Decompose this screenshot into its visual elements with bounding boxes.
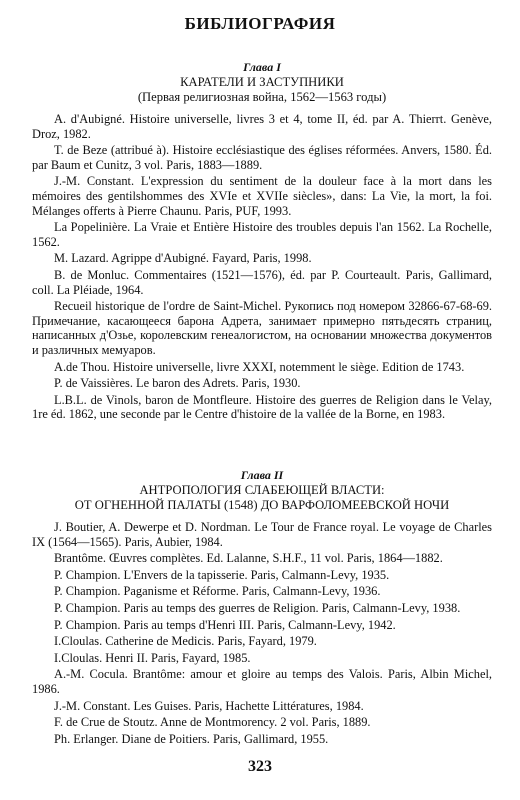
bibliography-entry: I.Cloulas. Catherine de Medicis. Paris, Fayard, 1979. <box>54 634 317 649</box>
chapter-1-subtitle: (Первая религиозная война, 1562—1563 годы) <box>137 90 387 104</box>
bibliography-entry: J. Boutier, A. Dewerpe et D. Nordman. Le Tour de France royal. Le voyage de Charles IX (1564—1565). Paris, Aubier, 1984. <box>32 520 492 549</box>
chapter-1-title: КАРАТЕЛИ И ЗАСТУПНИКИ <box>180 75 344 89</box>
bibliography-entry: A.-M. Cocula. Brantôme: amour et gloire au temps des Valois. Paris, Albin Michel, 1986. <box>32 667 492 696</box>
bibliography-entry: Ph. Erlanger. Diane de Poitiers. Paris, Gallimard, 1955. <box>54 731 329 746</box>
page-title: БИБЛИОГРАФИЯ <box>184 14 336 33</box>
chapter-1-label: Глава I <box>243 60 281 74</box>
bibliography-entry: B. de Monluc. Commentaires (1521—1576), éd. par P. Courteault. Paris, Gallimard, coll. La Pléiade, 1964. <box>32 267 492 297</box>
bibliography-entry: J.-M. Constant. L'expression du sentiment de la douleur face à la mort dans les mémoires des gentilshommes des XVIe et XVIIe siècles», dans: La Vie, la mort, la foi. Mélanges offerts à Pierre Chaunu. Paris, PUF, 1993. <box>32 174 492 218</box>
bibliography-entry: A.de Thou. Histoire universelle, livre XXXI, notemment le siège. Edition de 1743. <box>54 359 465 374</box>
bibliography-entry: M. Lazard. Agrippe d'Aubigné. Fayard, Paris, 1998. <box>54 251 312 266</box>
chapter-2-label: Глава II <box>240 468 284 482</box>
bibliography-entry: P. Champion. L'Envers de la tapisserie. Paris, Calmann-Levy, 1935. <box>54 567 390 582</box>
bibliography-entry: L.B.L. de Vinols, baron de Montfleure. Histoire des guerres de Religion dans le Velay, 1re éd. 1862, une seconde par le Centre d'histoire de la vallée de la Borne, en 1983. <box>32 392 492 422</box>
chapter-2-entries <box>32 520 492 748</box>
bibliography-entry: P. Champion. Paganisme et Réforme. Paris, Calmann-Levy, 1936. <box>54 584 381 599</box>
chapter-1-heading <box>32 60 492 105</box>
bibliography-entry: Recueil historique de l'ordre de Saint-Michel. Рукопись под номером 32866-67-68-69. Примечание, касающееся барона Адрета, занимает примерно пятьдесять страниц, написанных д'Озье, королевским генеалогистом, на основании множества документов и различных мемуаров. <box>32 299 492 357</box>
page-number: 323 <box>248 758 272 775</box>
bibliography-entry: P. Champion. Paris au temps des guerres de Religion. Paris, Calmann-Levy, 1938. <box>54 600 461 615</box>
chapter-2-title-line-1: АНТРОПОЛОГИЯ СЛАБЕЮЩЕЙ ВЛАСТИ: <box>139 483 385 497</box>
chapter-1-entries <box>32 112 492 424</box>
chapter-2-title-line-2: ОТ ОГНЕННОЙ ПАЛАТЫ (1548) ДО ВАРФОЛОМЕЕВСКОЙ НОЧИ <box>74 498 450 512</box>
bibliography-entry: A. d'Aubigné. Histoire universelle, livres 3 et 4, tome II, éd. par A. Thierrt. Genève, Droz, 1982. <box>32 112 492 141</box>
bibliography-entry: La Popelinière. La Vraie et Entière Histoire des troubles depuis l'an 1562. La Rochelle, 1562. <box>32 220 492 249</box>
bibliography-entry: P. Champion. Paris au temps d'Henri III. Paris, Calmann-Levy, 1942. <box>54 617 396 632</box>
bibliography-entry: P. de Vaissières. Le baron des Adrets. Paris, 1930. <box>54 376 301 391</box>
bibliography-entry: I.Cloulas. Henri II. Paris, Fayard, 1985. <box>54 650 251 665</box>
bibliography-entry: F. de Crue de Stoutz. Anne de Montmorency. 2 vol. Paris, 1889. <box>54 715 371 730</box>
bibliography-entry: J.-M. Constant. Les Guises. Paris, Hachette Littératures, 1984. <box>54 698 364 713</box>
bibliography-entry: T. de Beze (attribué à). Histoire ecclésiastique des églises réformées. Anvers, 1580. Éd. par Baum et Cunitz, 3 vol. Paris, 1883—1889. <box>32 143 492 172</box>
chapter-2-heading <box>32 468 492 513</box>
bibliography-entry: Brantôme. Œuvres complètes. Ed. Lalanne, S.H.F., 11 vol. Paris, 1864—1882. <box>54 551 443 566</box>
